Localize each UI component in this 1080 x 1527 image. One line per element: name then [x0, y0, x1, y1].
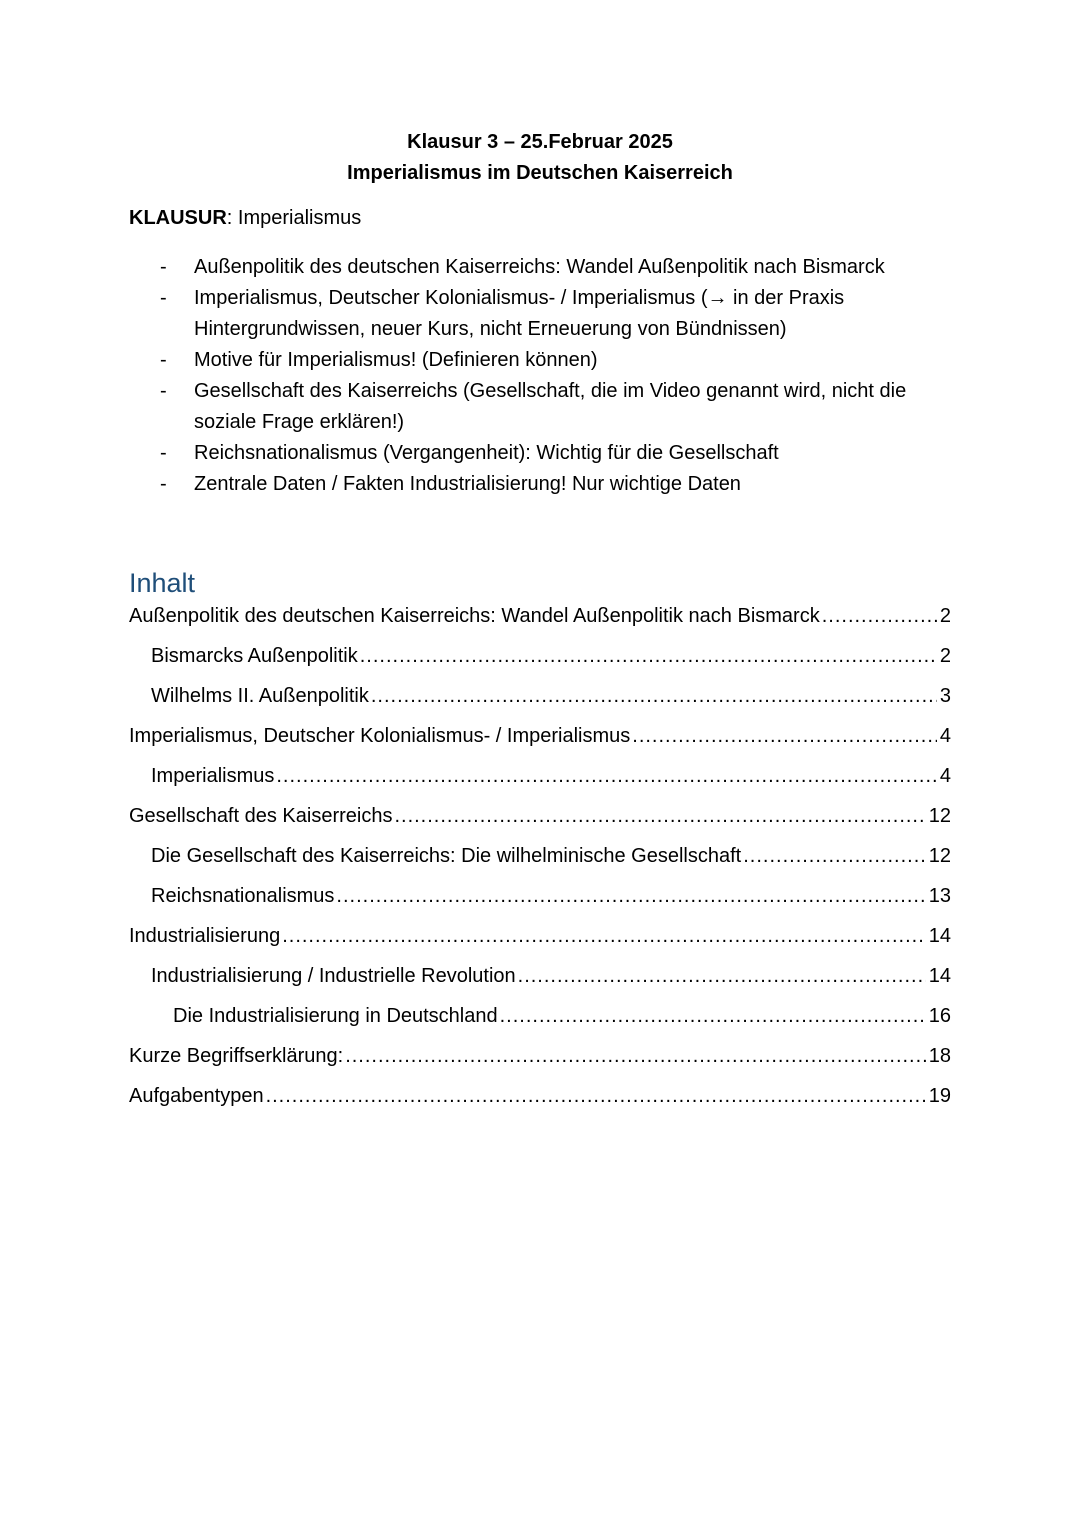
toc-leader-dots [282, 922, 926, 950]
toc-entry[interactable] [129, 1082, 951, 1110]
bullet-dash: - [160, 380, 167, 402]
toc-entry-title: Gesellschaft des Kaiserreichs [129, 805, 393, 827]
toc-entry[interactable] [151, 762, 951, 790]
toc-heading: Inhalt [129, 568, 196, 598]
document-subtitle: Imperialismus im Deutschen Kaiserreich [347, 162, 733, 184]
bullet-dash: - [160, 287, 167, 309]
toc-entry-title: Reichsnationalismus [151, 885, 335, 907]
bullet-dash: - [160, 473, 167, 495]
toc-entry-page: 4 [939, 765, 951, 787]
toc-entry-page: 14 [928, 925, 951, 947]
toc-entry[interactable] [129, 602, 951, 630]
toc-entry-page: 4 [939, 725, 951, 747]
toc-entry-title: Industrialisierung [129, 925, 281, 947]
toc-leader-dots [276, 762, 937, 790]
list-item [129, 469, 959, 500]
toc-entry-page: 14 [928, 965, 951, 987]
list-item [129, 252, 959, 283]
list-item [129, 438, 959, 469]
klausur-label: KLAUSUR [129, 207, 227, 229]
topic-list [129, 252, 959, 500]
toc-leader-dots [345, 1042, 926, 1070]
toc-entry[interactable] [151, 642, 951, 670]
toc-entry-title: Imperialismus, Deutscher Kolonialismus- / Imperialismus [129, 725, 631, 747]
bullet-dash: - [160, 349, 167, 371]
toc-entry-title: Außenpolitik des deutschen Kaiserreichs: Wandel Außenpolitik nach Bismarck [129, 605, 820, 627]
toc-entry-page: 2 [939, 645, 951, 667]
toc-leader-dots [360, 642, 937, 670]
toc-leader-dots [822, 602, 937, 630]
toc-entry-page: 12 [928, 845, 951, 867]
list-item-text: Imperialismus, Deutscher Kolonialismus- / Imperialismus (→ in der Praxis Hintergrundwissen, neuer Kurs, nicht Erneuerung von Bündnissen) [194, 287, 845, 340]
list-item [129, 283, 959, 345]
toc-entry[interactable] [129, 1042, 951, 1070]
toc-leader-dots [336, 882, 925, 910]
toc-entry-title: Die Gesellschaft des Kaiserreichs: Die wilhelminische Gesellschaft [151, 845, 742, 867]
bullet-dash: - [160, 442, 167, 464]
toc-entry[interactable] [129, 722, 951, 750]
toc-entry[interactable] [173, 1002, 951, 1030]
toc-leader-dots [266, 1082, 926, 1110]
toc-entry-page: 13 [928, 885, 951, 907]
toc-leader-dots [371, 682, 937, 710]
toc-entry[interactable] [151, 842, 951, 870]
toc-leader-dots [500, 1002, 926, 1030]
list-item [129, 345, 959, 376]
toc-entry-title: Kurze Begriffserklärung: [129, 1045, 344, 1067]
toc-entry-page: 18 [928, 1045, 951, 1067]
toc-leader-dots [394, 802, 925, 830]
klausur-text: : Imperialismus [226, 207, 362, 229]
toc-entry-title: Imperialismus [151, 765, 275, 787]
toc-entry[interactable] [129, 922, 951, 950]
list-item-text: Außenpolitik des deutschen Kaiserreichs: Wandel Außenpolitik nach Bismarck [194, 256, 885, 278]
list-item-text: Reichsnationalismus (Vergangenheit): Wichtig für die Gesellschaft [194, 442, 779, 464]
toc-entry-title: Wilhelms II. Außenpolitik [151, 685, 369, 707]
toc-entry-title: Industrialisierung / Industrielle Revolution [151, 965, 516, 987]
toc-entry-page: 12 [928, 805, 951, 827]
toc-entry-page: 3 [939, 685, 951, 707]
toc-entry-page: 19 [928, 1085, 951, 1107]
document-title: Klausur 3 – 25.Februar 2025 [407, 131, 673, 153]
list-item [129, 376, 959, 438]
list-item-text: Zentrale Daten / Fakten Industrialisierung! Nur wichtige Daten [194, 473, 741, 495]
toc-entry[interactable] [151, 882, 951, 910]
toc-leader-dots [518, 962, 926, 990]
toc-leader-dots [743, 842, 926, 870]
toc-entry-title: Die Industrialisierung in Deutschland [173, 1005, 498, 1027]
toc-entry-page: 16 [928, 1005, 951, 1027]
toc-entry[interactable] [151, 962, 951, 990]
toc-entry-page: 2 [939, 605, 951, 627]
list-item-text: Motive für Imperialismus! (Definieren können) [194, 349, 598, 371]
bullet-dash: - [160, 256, 167, 278]
toc-leader-dots [632, 722, 937, 750]
list-item-text: Gesellschaft des Kaiserreichs (Gesellschaft, die im Video genannt wird, nicht die soziale Frage erklären!) [194, 380, 907, 433]
toc-entry[interactable] [151, 682, 951, 710]
klausur-topic [129, 206, 361, 230]
toc-entry-title: Aufgabentypen [129, 1085, 264, 1107]
toc-entry[interactable] [129, 802, 951, 830]
toc-entry-title: Bismarcks Außenpolitik [151, 645, 358, 667]
